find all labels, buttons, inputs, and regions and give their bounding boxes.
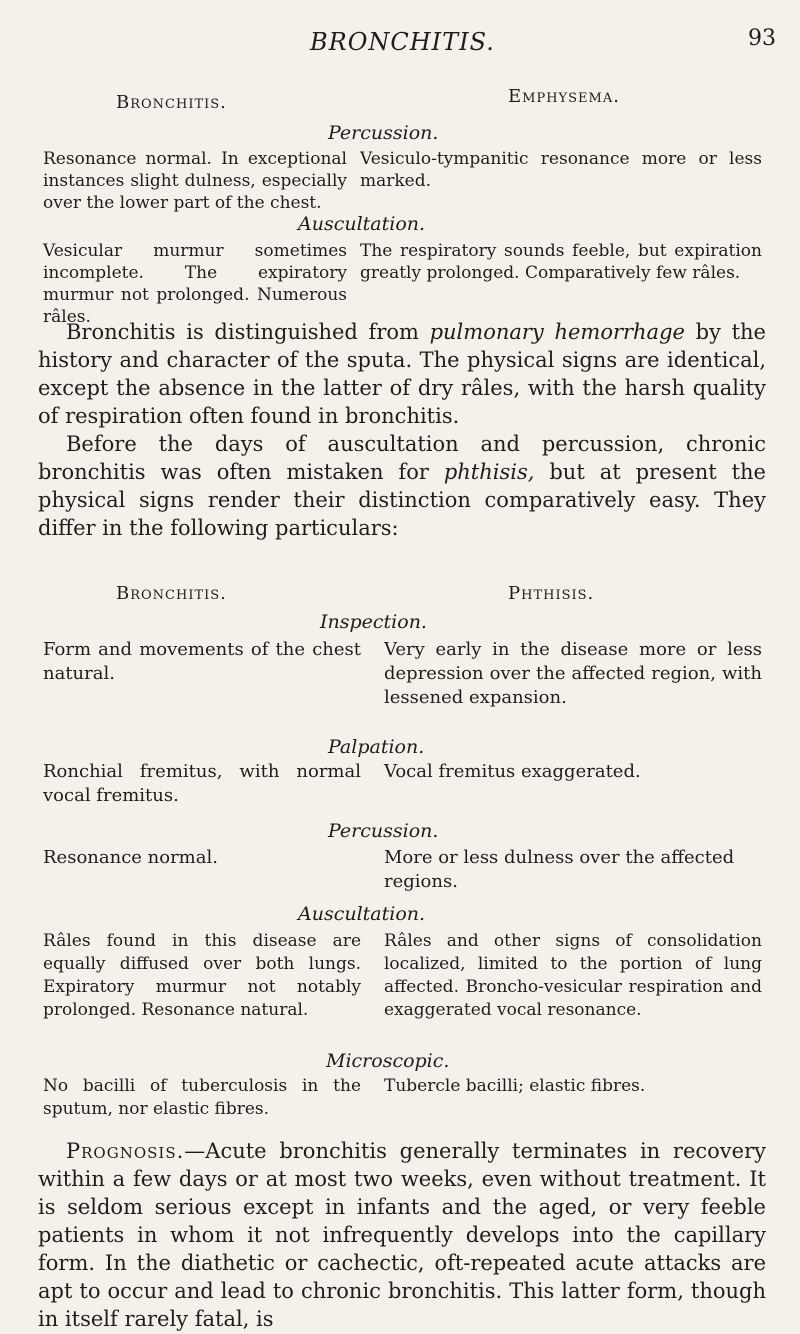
bronchitis-auscultation-text-2: Râles found in this disease are equally diffused over both lungs. Expiratory murmur not notably prolonged. Resonance natural. — [43, 931, 361, 1020]
section-title-auscultation: Auscultation. — [298, 213, 426, 235]
column-header-bronchitis: Bronchitis. — [116, 92, 227, 113]
column-header-phthisis: Phthisis. — [508, 583, 595, 604]
paragraph-2-text-a: Before the days of auscultation and percussion, chronic bronchitis was often mistaken for — [38, 432, 766, 484]
bronchitis-inspection-text: Form and movements of the chest natural. — [43, 639, 361, 684]
bronchitis-microscopic-text: No bacilli of tuberculosis in the sputum, nor elastic fibres. — [43, 1076, 361, 1119]
section-title-microscopic: Microscopic. — [326, 1050, 450, 1072]
bronchitis-palpation-text: Ronchial fremitus, with normal vocal fremitus. — [43, 761, 361, 806]
running-head — [0, 6, 800, 66]
phthisis-inspection-text: Very early in the disease more or less depression over the affected region, with lessened expansion. — [384, 639, 762, 708]
prognosis-heading: Prognosis. — [66, 1139, 185, 1163]
paragraph-1-emphasis: pulmonary hemorrhage — [429, 320, 685, 344]
paragraph-1-text-c: by the history and character of the sputa. The physical signs are identical, except the absence in the latter of dry râles, with the harsh quality of respiration often found in bronchitis. — [38, 320, 766, 428]
phthisis-microscopic-text: Tubercle bacilli; elastic fibres. — [384, 1076, 646, 1096]
column-header-emphysema: Emphysema. — [508, 86, 620, 107]
bronchitis-percussion-text: Resonance normal. In exceptional instances slight dulness, especially over the lower part of the chest. — [43, 149, 347, 213]
column-header-bronchitis-2: Bronchitis. — [116, 583, 227, 604]
paragraph-phthisis — [38, 430, 766, 542]
prognosis-text: —Acute bronchitis generally terminates in recovery within a few days or at most two weeks, even without treatment. It is seldom serious except in infants and the aged, or very feeble patients in whom it not infrequently develops into the capillary form. In the diathetic or cachectic, oft-repeated acute attacks are apt to occur and lead to chronic bronchitis. This latter form, though in itself rarely fatal, is — [38, 1139, 766, 1331]
paragraph-hemorrhage — [38, 318, 766, 430]
running-head-title: BRONCHITIS. — [310, 28, 495, 56]
section-title-inspection: Inspection. — [320, 611, 427, 633]
phthisis-palpation-text: Vocal fremitus exaggerated. — [384, 761, 641, 782]
section-title-percussion-2: Percussion. — [328, 820, 439, 842]
emphysema-auscultation-text: The respiratory sounds feeble, but expiration greatly prolonged. Comparatively few râles. — [360, 241, 762, 283]
bronchitis-percussion-text-2: Resonance normal. — [43, 847, 218, 868]
section-title-palpation: Palpation. — [328, 736, 425, 758]
bronchitis-auscultation-text: Vesicular murmur sometimes incomplete. The expiratory murmur not prolonged. Numerous râles. — [43, 241, 347, 327]
paragraph-2-text-c: but at present the physical signs render their distinction comparatively easy. They differ in the following particulars: — [38, 460, 766, 540]
section-title-auscultation-2: Auscultation. — [298, 903, 426, 925]
page-number: 93 — [748, 26, 776, 51]
paragraph-prognosis — [38, 1137, 766, 1333]
section-title-percussion: Percussion. — [328, 122, 439, 144]
emphysema-percussion-text: Vesiculo-tympanitic resonance more or less marked. — [360, 149, 762, 191]
paragraph-2-emphasis: phthisis, — [443, 460, 535, 484]
phthisis-auscultation-text: Râles and other signs of consolidation localized, limited to the portion of lung affected. Broncho-vesicular respiration and exaggerated vocal resonance. — [384, 931, 762, 1020]
paragraph-1-text-a: Bronchitis is distinguished from — [66, 320, 430, 344]
phthisis-percussion-text: More or less dulness over the affected regions. — [384, 847, 735, 892]
